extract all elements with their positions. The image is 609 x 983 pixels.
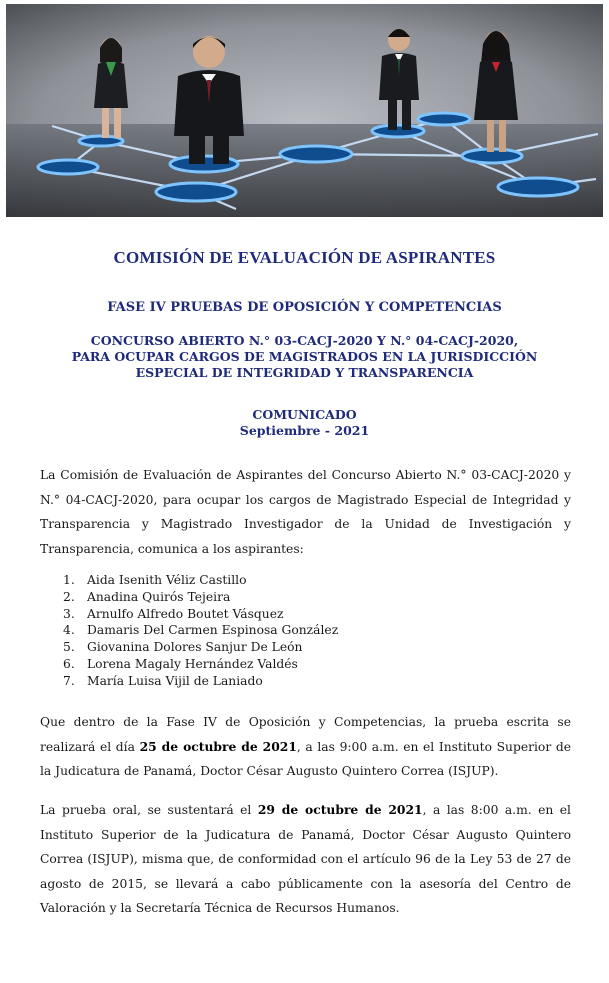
oral-test-paragraph: [40, 798, 571, 921]
list-item: [40, 589, 338, 606]
paragraph-text: , a las 9:00 a.m. en el Instituto Superior de la Judicatura de Panamá, Doctor César Augusto Quintero Correa (ISJUP).: [40, 739, 571, 778]
list-item-number: 1.: [63, 573, 75, 587]
list-item: [40, 606, 338, 623]
list-item: [40, 673, 338, 690]
list-item-name: Arnulfo Alfredo Boutet Vásquez: [87, 606, 284, 621]
list-item-number: 3.: [63, 606, 75, 621]
contest-heading-line: CONCURSO ABIERTO N.° 03-CACJ-2020 Y N.° 04-CACJ-2020,: [90, 333, 519, 348]
list-item-number: 2.: [63, 589, 75, 604]
contest-heading: [0, 333, 609, 381]
oral-test-date: 29 de octubre de 2021: [257, 802, 423, 817]
list-item-name: Damaris Del Carmen Espinosa González: [87, 623, 339, 638]
applicant-list: [40, 572, 338, 690]
notice-date: Septiembre - 2021: [239, 423, 370, 438]
list-item: [40, 572, 338, 589]
list-item-name: Giovanina Dolores Sanjur De León: [87, 640, 303, 655]
paragraph-text: La prueba oral, se sustentará el: [40, 803, 258, 817]
list-item: [40, 622, 338, 639]
list-item-number: 4.: [63, 623, 75, 638]
intro-paragraph: La Comisión de Evaluación de Aspirantes del Concurso Abierto N.° 03-CACJ-2020 y N.° 04-CACJ-2020, para ocupar los cargos de Magistrado Especial de Integridad y Transparencia y Magistrado Investigador de la Unidad de Investigación y Transparencia, comunica a los aspirantes:: [40, 468, 571, 556]
list-item-number: 5.: [63, 640, 75, 655]
phase-heading: FASE IV PRUEBAS DE OPOSICIÓN Y COMPETENCIAS: [107, 300, 502, 315]
written-test-paragraph: [40, 710, 571, 784]
list-item: [40, 639, 338, 656]
network-people-banner: [6, 4, 603, 217]
contest-heading-line: ESPECIAL DE INTEGRIDAD Y TRANSPARENCIA: [135, 365, 474, 380]
list-item-number: 6.: [63, 656, 75, 671]
written-test-date: 25 de octubre de 2021: [139, 738, 297, 754]
list-item: [40, 656, 338, 673]
notice-heading: [0, 407, 609, 439]
list-item-number: 7.: [63, 673, 75, 688]
notice-label: COMUNICADO: [252, 407, 357, 422]
contest-heading-line: PARA OCUPAR CARGOS DE MAGISTRADOS EN LA JURISDICCIÓN: [71, 349, 538, 364]
page-title: COMISIÓN DE EVALUACIÓN DE ASPIRANTES: [113, 248, 496, 267]
list-item-name: María Luisa Vijil de Laniado: [87, 673, 263, 688]
paragraph-text: Que dentro de la Fase IV de Oposición y Competencias, la prueba escrita se realizará el día: [40, 715, 571, 754]
list-item-name: Lorena Magaly Hernández Valdés: [87, 656, 298, 671]
list-item-name: Aida Isenith Véliz Castillo: [87, 573, 247, 587]
list-item-name: Anadina Quirós Tejeira: [87, 589, 231, 604]
paragraph-text: , a las 8:00 a.m. en el Instituto Superior de la Judicatura de Panamá, Doctor César Augusto Quintero Correa (ISJUP), misma que, de conformidad con el artículo 96 de la Ley 53 de 27 de agosto de 2015, se llevará a cabo públicamente con la asesoría del Centro de Valoración y la Secretaría Técnica de Recursos Humanos.: [40, 803, 571, 915]
